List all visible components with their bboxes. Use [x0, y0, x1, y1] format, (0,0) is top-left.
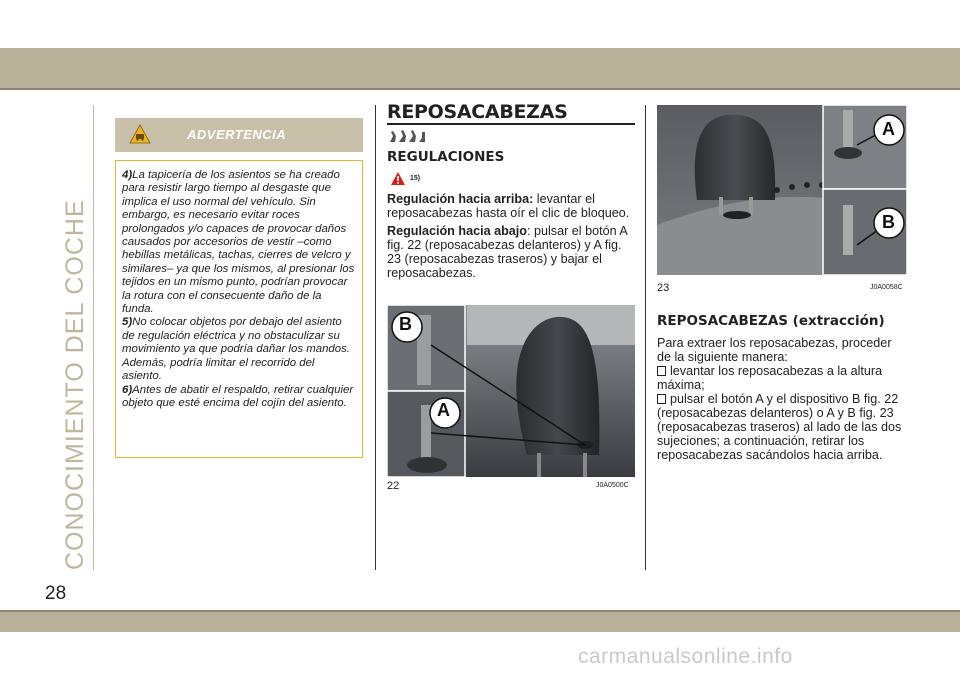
figure-code: J0A0500C — [596, 482, 629, 489]
label-a: A — [437, 400, 450, 420]
column-divider — [645, 105, 646, 570]
checkbox-bullet-icon — [657, 394, 666, 404]
bottom-band-line — [0, 610, 960, 612]
figure-22-image — [387, 305, 635, 477]
reference-note: 15) — [410, 175, 421, 182]
paragraph: Regulación hacia abajo: pulsar el botón A fig. 22 (reposacabezas delanteros) y A fig. 23 (reposacabezas traseros) y bajar el reposacabezas. — [387, 224, 628, 280]
figure-number: 23 — [657, 282, 670, 294]
warning-triangle-icon — [129, 124, 151, 144]
extraccion-text — [657, 336, 909, 462]
left-rule — [93, 105, 94, 570]
checkbox-bullet-icon — [657, 366, 666, 376]
figure-code: J0A0058C — [870, 284, 903, 291]
column-divider — [375, 105, 376, 570]
list-item: pulsar el botón A y el dispositivo B fig. 22 (reposacabezas delanteros) o A y B fig. 23 (reposacabezas traseros) al lado de las dos sujeciones; a continuación, retirar los reposacabezas sacándolos hacia arriba. — [657, 392, 902, 462]
figure-23-image — [657, 105, 907, 275]
regulaciones-text — [387, 192, 637, 284]
warning-title: ADVERTENCIA — [187, 127, 287, 142]
bottom-band — [0, 610, 960, 632]
warning-item: 6)Antes de abatir el respaldo, retirar cualquier objeto que esté encima del cojín del asiento. — [122, 383, 354, 409]
subheading-regulaciones: REGULACIONES — [387, 149, 505, 165]
paragraph: Para extraer los reposacabezas, proceder de la siguiente manera: — [657, 336, 892, 364]
figure-number: 22 — [387, 480, 400, 492]
warning-item: 5)No colocar objetos por debajo del asiento de regulación eléctrica y no obstaculizar su movimiento ya que podría dañar los mandos. Además, podría limitar el recorrido del asiento. — [122, 316, 350, 383]
warning-body — [115, 160, 363, 458]
section-title: CONOCIMIENTO DEL COCHE — [61, 199, 89, 570]
warning-header — [115, 118, 363, 152]
seat-icon — [387, 128, 427, 144]
warning-item: 4)La tapicería de los asientos se ha creado para resistir largo tiempo al desgaste que implica el uso normal del vehículo. Sin embargo, es necesario evitar roces prolongados y/o capaces de provocar daños causados por accesorios de vestir –como hebillas metálicas, tachas, cierres de velcro y similares– ya que los mismos, al presionar los tejidos en un mismo punto, podrían provocar la rotura con el consecuente daño de la funda. — [122, 169, 355, 316]
top-band-line — [0, 88, 960, 90]
danger-triangle-icon — [390, 171, 406, 186]
page-number: 28 — [45, 583, 67, 604]
heading-reposacabezas: REPOSACABEZAS — [387, 101, 568, 123]
top-band — [0, 48, 960, 88]
list-item: levantar los reposacabezas a la altura máxima; — [657, 364, 883, 392]
heading-extraccion: REPOSACABEZAS (extracción) — [657, 313, 885, 329]
paragraph: Regulación hacia arriba: levantar el reposacabezas hasta oír el clic de bloqueo. — [387, 192, 630, 220]
label-b: B — [399, 314, 412, 334]
label-a: A — [882, 119, 895, 139]
watermark: carmanualsonline.info — [578, 645, 793, 668]
label-b: B — [882, 212, 895, 232]
heading-rule — [387, 123, 635, 125]
